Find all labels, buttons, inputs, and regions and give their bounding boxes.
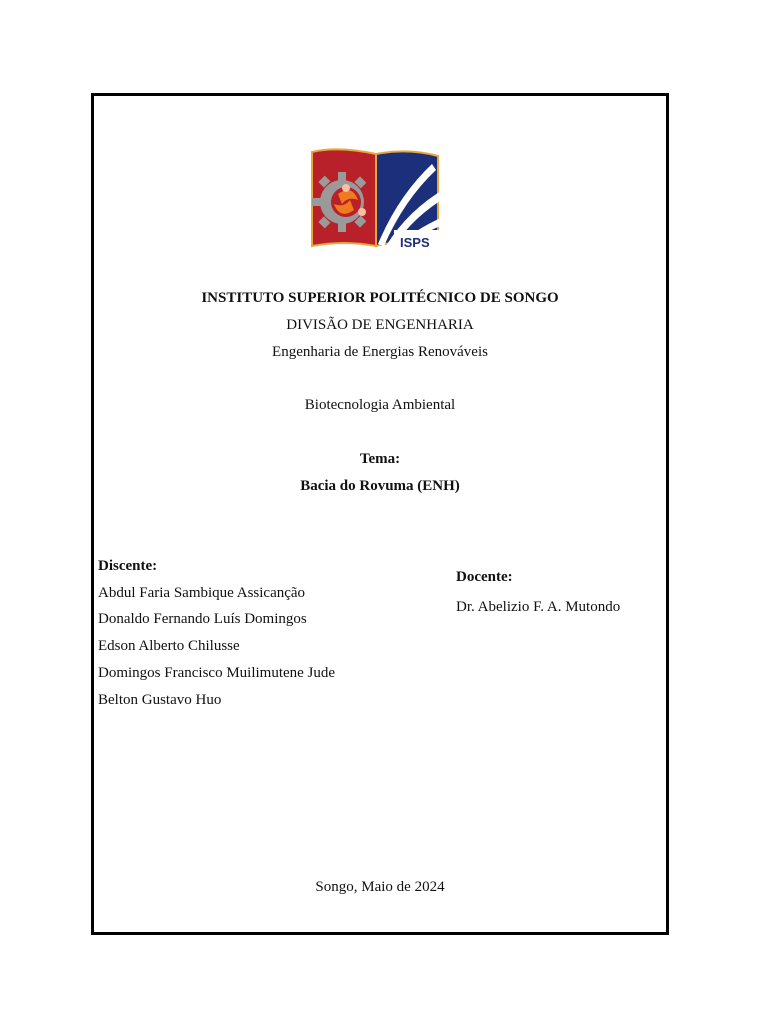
institution-name: INSTITUTO SUPERIOR POLITÉCNICO DE SONGO	[201, 290, 559, 306]
students-label: Discente:	[98, 558, 158, 574]
place-date: Songo, Maio de 2024	[315, 879, 445, 895]
isps-logo	[308, 146, 454, 254]
teacher-label: Docente:	[456, 569, 513, 585]
division-name: DIVISÃO DE ENGENHARIA	[286, 317, 474, 333]
student-name: Belton Gustavo Huo	[98, 692, 222, 708]
subject-name: Biotecnologia Ambiental	[304, 397, 456, 413]
logo-label: ISPS	[400, 235, 430, 250]
teacher-name: Dr. Abelizio F. A. Mutondo	[456, 599, 621, 615]
student-name: Domingos Francisco Muilimutene Jude	[98, 665, 336, 681]
student-name: Abdul Faria Sambique Assicanção	[98, 585, 306, 601]
student-name: Edson Alberto Chilusse	[98, 638, 240, 654]
theme-label: Tema:	[359, 451, 401, 467]
course-name: Engenharia de Energias Renováveis	[272, 344, 488, 360]
student-name: Donaldo Fernando Luís Domingos	[98, 611, 307, 627]
theme-title: Bacia do Rovuma (ENH)	[300, 478, 460, 494]
